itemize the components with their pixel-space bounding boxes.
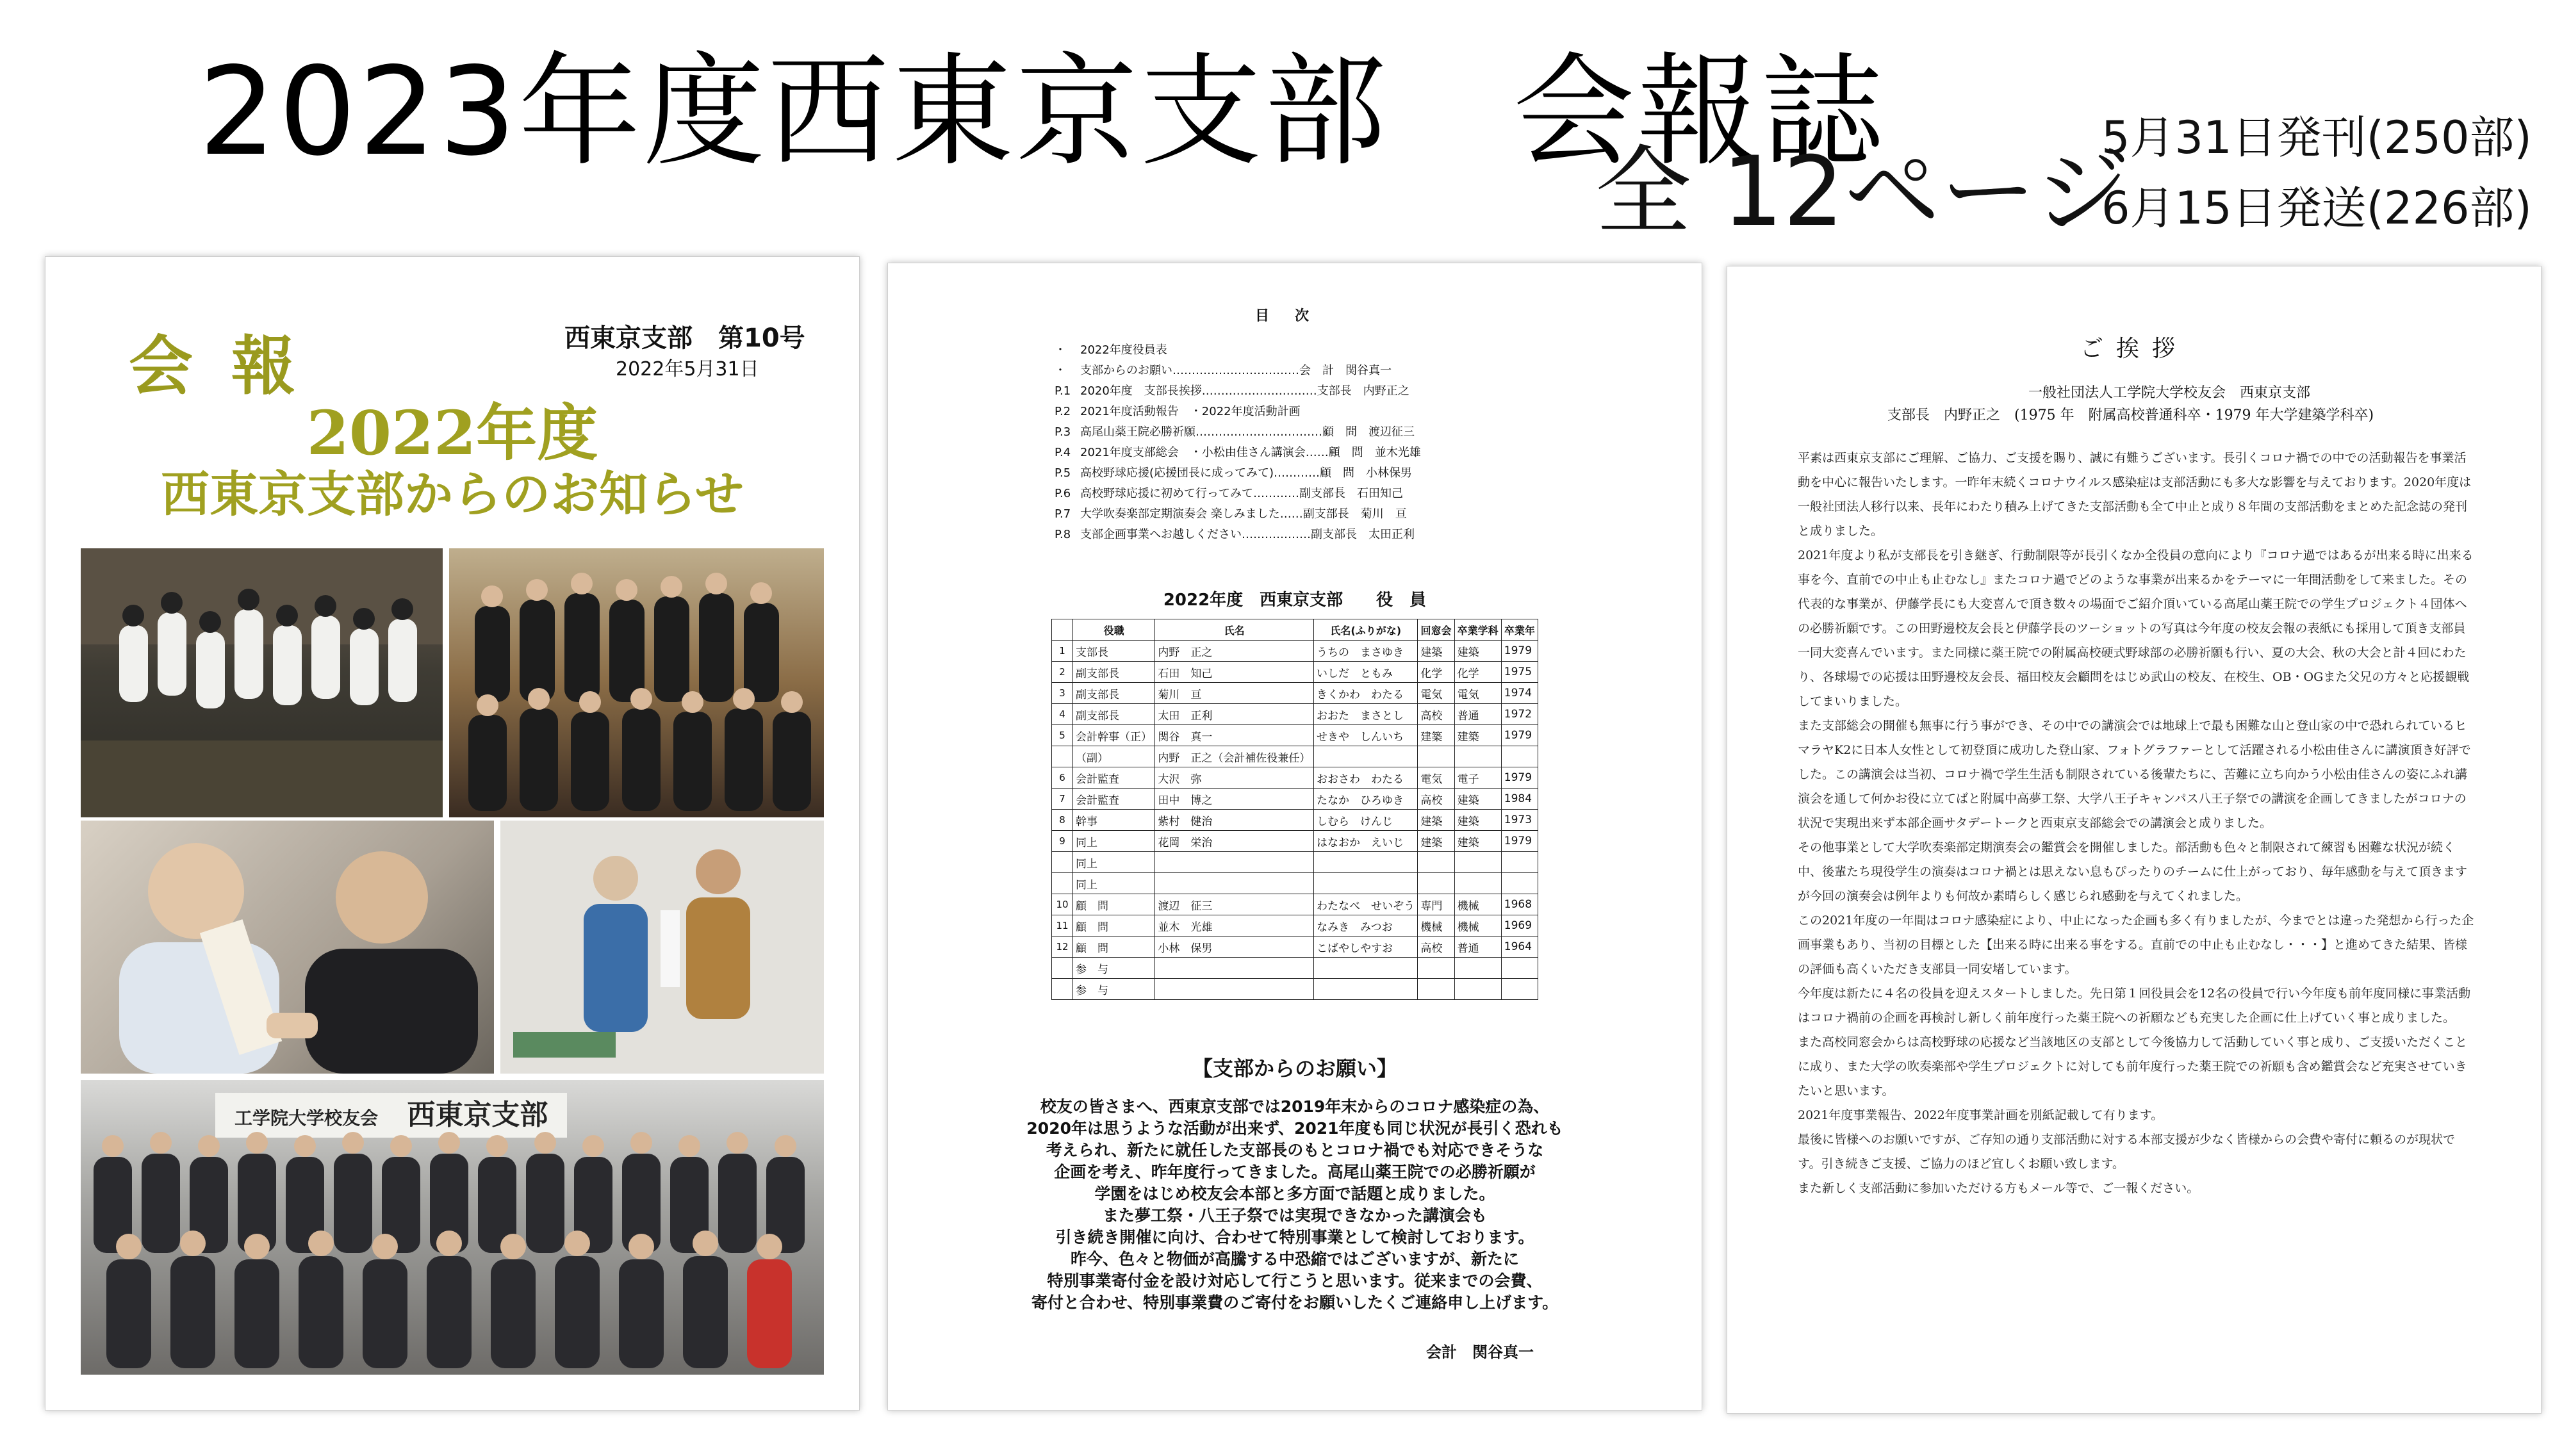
toc-item — [1055, 402, 1567, 422]
greeting-author: 支部長 内野正之 (1975 年 附属高校普通科卒・1979 年大学建築学科卒) — [1887, 407, 2374, 423]
officer-cell-dept: 建築 — [1454, 725, 1501, 746]
greeting-paragraph: また高校同窓会からは高校野球の応援など当該地区の支部として今後協力して活動していく事と成り、ご支援いただくことに成り、また大学の吹奏楽部や学生プロジェクトに対しても前年度行った薬王院での祈願も含め鑑賞会など充実させていきたいと思います。 — [1798, 1035, 2468, 1098]
officer-cell-role: 顧 問 — [1073, 915, 1155, 937]
officer-cell-kana: しむら けんじ — [1314, 810, 1418, 831]
officer-cell-role: 顧 問 — [1073, 894, 1155, 915]
officer-cell-no: 2 — [1052, 662, 1073, 683]
officer-cell-role: 参 与 — [1073, 958, 1155, 979]
page-title: 2023年度西東京支部 会報誌 — [199, 41, 1886, 183]
officer-cell-name: 並木 光雄 — [1155, 915, 1314, 937]
officer-cell-alumni: 電気 — [1418, 683, 1454, 704]
officer-cell-kana — [1314, 873, 1418, 894]
officer-cell-kana: なみき みつお — [1314, 915, 1418, 937]
greeting-paragraph: 2021年度事業報告、2022年度事業計画を別紙記載して有ります。 — [1798, 1108, 2164, 1122]
officers-title: 2022年度 西東京支部 役 員 — [1163, 591, 1427, 610]
toc-item — [1055, 422, 1567, 443]
officer-cell-name — [1155, 852, 1314, 873]
request-line: 寄付と合わせ、特別事業費のご寄付をお願いしたくご連絡申し上げます。 — [1031, 1293, 1559, 1312]
officers-table — [1051, 619, 1538, 1000]
officer-cell-role: 同上 — [1073, 873, 1155, 894]
greeting-paragraph: その他事業として大学吹奏楽部定期演奏会の鑑賞会を開催しました。部活動も色々と制限されて練習も困難な状況が続く中、後輩たち現役学生の演奏はコロナ禍とは思えない息もぴったりのチームに仕上がっており、毎年感動を与えて頂きますが今回の演奏会は例年よりも何故か素晴らしく感じられ感動を与えてくれました。 — [1798, 840, 2468, 903]
two-men-handshake-illustration — [81, 821, 494, 1074]
cover-kaiho: 会報 — [129, 328, 334, 404]
officer-cell-kana: はなおか えいじ — [1314, 831, 1418, 852]
officer-cell-year: 1973 — [1501, 810, 1538, 831]
officer-cell-role: 会計幹事（正） — [1073, 725, 1155, 746]
officer-cell-year: 1979 — [1501, 831, 1538, 852]
greeting-paragraph: 2021年度より私が支部長を引き継ぎ、行動制限等が長引くなか全役員の意向により『コロナ過ではあるが出来る時に出来る事を今、直前での中止も止むなし』またコロナ過でどのような事業が出来るかをテーマに一年間活動をして来ました。その代表的な事業が、伊藤学長にも大変喜んで頂き数々の場面でご紹介頂いている高尾山薬王院での学生プロジェクト４団体への必勝祈願です。この田野邊校友会長と伊藤学長のツーショットの写真は今年度の校友会報の表紙にも採用して頂き支部員一同大変喜んでいます。また同様に薬王院での附属高校硬式野球部の必勝祈願も行い、夏の大会、秋の大会と計４回にわたり、各球場での応援は田野邊校友会長、福田校友会顧問をはじめ武山の校友、在校生、OB・OGまた父兄の方々と応援観戦してまいりました。 — [1798, 548, 2474, 708]
officer-cell-name — [1155, 958, 1314, 979]
officer-cell-dept: 建築 — [1454, 789, 1501, 810]
page-count: 全 12ページ — [1595, 136, 2131, 248]
greeting-paragraph: この2021年度の一年間はコロナ感染症により、中止になった企画も多く有りましたが、今までとは違った発想から行った企画事業もあり、当初の目標とした【出来る時に出来る事をする。直前での中止も止むなし・・・】と進めてきた結果、皆様の評価も高くいただき支部員一同安堵しています。 — [1798, 913, 2474, 976]
request-line: 考えられ、新たに就任した支部長のもとコロナ禍でも対応できそうな — [1046, 1141, 1544, 1159]
officer-cell-role: 同上 — [1073, 852, 1155, 873]
officer-cell-role: 参 与 — [1073, 979, 1155, 1000]
officer-cell-no: 8 — [1052, 810, 1073, 831]
request-line: また夢工祭・八王子祭では実現できなかった講演会も — [1102, 1206, 1487, 1225]
officer-cell-dept: 化学 — [1454, 662, 1501, 683]
lecture-photo — [500, 821, 824, 1074]
officer-cell-no — [1052, 873, 1073, 894]
table-row — [1052, 979, 1538, 1000]
toc-item-text: 高校野球応援(応援団長に成ってみて)…………顧 問 小林保男 — [1080, 466, 1413, 480]
officer-cell-name: 石田 知己 — [1155, 662, 1314, 683]
officer-cell-alumni: 建築 — [1418, 725, 1454, 746]
officer-cell-role: 副支部長 — [1073, 683, 1155, 704]
request-line: 2020年は思うような活動が出来ず、2021年度も同じ状況が長引く恐れも — [1026, 1119, 1563, 1138]
toc-item-text: 高校野球応援に初めて行ってみて…………副支部長 石田知己 — [1080, 487, 1403, 500]
officer-cell-name: 花岡 栄治 — [1155, 831, 1314, 852]
request-line: 校友の皆さまへ、西東京支部では2019年末からのコロナ感染症の為、 — [1040, 1097, 1550, 1116]
officer-cell-alumni: 電気 — [1418, 767, 1454, 789]
officer-cell-alumni: 建築 — [1418, 831, 1454, 852]
request-title: 【支部からのお願い】 — [1192, 1056, 1397, 1081]
officer-cell-dept: 建築 — [1454, 810, 1501, 831]
table-row — [1052, 662, 1538, 683]
officer-cell-alumni: 高校 — [1418, 704, 1454, 725]
officer-cell-role: 会計監査 — [1073, 789, 1155, 810]
officer-cell-dept: 建築 — [1454, 831, 1501, 852]
cover-date: 2022年5月31日 — [616, 358, 759, 380]
officer-cell-no — [1052, 958, 1073, 979]
officer-cell-year: 1974 — [1501, 683, 1538, 704]
officer-cell-name: 菊川 亘 — [1155, 683, 1314, 704]
table-row — [1052, 894, 1538, 915]
table-row — [1052, 683, 1538, 704]
issue-date: 5月31日発刊(250部) — [2101, 111, 2532, 164]
officer-cell-role: 副支部長 — [1073, 704, 1155, 725]
officer-cell-role: 同上 — [1073, 831, 1155, 852]
toc-item-text: 2021年度活動報告 ・2022年度活動計画 — [1080, 405, 1301, 418]
officer-cell-year: 1964 — [1501, 937, 1538, 958]
officer-cell-name: 渡辺 征三 — [1155, 894, 1314, 915]
header-cell: 卒業年 — [1501, 619, 1538, 641]
officer-cell-dept — [1454, 746, 1501, 767]
request-body — [1000, 1096, 1589, 1314]
officer-cell-kana: おおた まさとし — [1314, 704, 1418, 725]
officer-cell-no: 7 — [1052, 789, 1073, 810]
officer-cell-alumni — [1418, 852, 1454, 873]
officer-cell-no: 12 — [1052, 937, 1073, 958]
officer-cell-no: 9 — [1052, 831, 1073, 852]
greeting-body — [1798, 446, 2477, 1200]
greeting-paragraph: また支部総会の開催も無事に行う事ができ、その中での講演会では地球上で最も困難な山と登山家の中で恐れられているヒマラヤK2に日本人女性として初登頂に成功した登山家、フォトグラファーとして活躍される小松由佳さんに講演頂き好評でした。この講演会は当初、コロナ禍で学生生活も制限されている後輩たちに、苦難に立ち向かう小松由佳さんの姿にふれ講演会を通して何かお役に立てばと附属中高夢工祭、大学八王子キャンパス八王子祭での講演を企画してきましたがコロナの状況で実現出来ず本部企画サタデートークと西東京支部総会での講演会と成りました。 — [1798, 719, 2471, 830]
header-cell: 氏名(ふりがな) — [1314, 619, 1418, 641]
officer-cell-kana — [1314, 852, 1418, 873]
officer-cell-no — [1052, 979, 1073, 1000]
officer-cell-kana: きくかわ わたる — [1314, 683, 1418, 704]
header-cell-no — [1052, 619, 1073, 641]
greeting-title: ご挨拶 — [2080, 336, 2188, 362]
table-row — [1052, 725, 1538, 746]
toc-item-text: 2020年度 支部長挨拶…………………………支部長 内野正之 — [1080, 384, 1409, 398]
toc-item-page: P.6 — [1055, 487, 1071, 500]
greeting-paragraph: 今年度は新たに４名の役員を迎えスタートしました。先日第１回役員会を12名の役員で行い今年度も前年度同様に事業活動はコロナ禍前の企画を再検討し新しく前年度行った薬王院への祈願なども充実した企画に仕上げていく事と成りました。 — [1798, 986, 2471, 1025]
table-row — [1052, 810, 1538, 831]
baseball-players-illustration — [81, 548, 443, 817]
toc-title: 目次 — [1254, 308, 1335, 324]
officer-cell-alumni: 専門 — [1418, 894, 1454, 915]
officer-cell-name: 大沢 弥 — [1155, 767, 1314, 789]
officer-cell-year: 1968 — [1501, 894, 1538, 915]
officer-cell-year: 1979 — [1501, 767, 1538, 789]
officer-cell-dept: 電気 — [1454, 683, 1501, 704]
contents-page — [887, 263, 1702, 1411]
officer-cell-kana — [1314, 746, 1418, 767]
two-people-standing-illustration — [500, 821, 824, 1074]
toc-item-page: P.5 — [1055, 466, 1071, 480]
group-people-illustration — [449, 548, 824, 817]
officer-cell-kana: こばやしやすお — [1314, 937, 1418, 958]
table-row — [1052, 831, 1538, 852]
officer-cell-role: 会計監査 — [1073, 767, 1155, 789]
toc-item — [1055, 443, 1567, 463]
toc-item-text: 2021年度支部総会 ・小松由佳さん講演会……顧 問 並木光雄 — [1080, 446, 1421, 459]
officer-cell-dept: 普通 — [1454, 937, 1501, 958]
officer-cell-dept — [1454, 852, 1501, 873]
officer-cell-role: 支部長 — [1073, 641, 1155, 662]
toc-item — [1055, 381, 1567, 402]
request-line: 特別事業寄付金を設け対応して行こうと思います。従来までの会費、 — [1047, 1272, 1543, 1290]
toc-item-text: 支部企画事業へお越しください………………副支部長 太田正利 — [1080, 528, 1415, 541]
group-photo-temple — [449, 548, 824, 817]
photo-banner-small-text: 工学院大学校友会 — [234, 1108, 379, 1129]
officer-cell-dept — [1454, 873, 1501, 894]
officer-cell-no — [1052, 852, 1073, 873]
officers-header-row — [1052, 619, 1538, 641]
handshake-photo — [81, 821, 494, 1074]
officer-cell-alumni: 建築 — [1418, 810, 1454, 831]
officer-cell-year: 1979 — [1501, 641, 1538, 662]
request-line: 引き続き開催に向け、合わせて特別事業として検討しております。 — [1055, 1228, 1534, 1247]
request-line: 企画を考え、昨年度行ってきました。高尾山薬王院での必勝祈願が — [1054, 1163, 1536, 1181]
ship-date: 6月15日発送(226部) — [2101, 182, 2532, 234]
officer-cell-year — [1501, 873, 1538, 894]
officer-cell-name: 関谷 真一 — [1155, 725, 1314, 746]
header-cell: 卒業学科 — [1454, 619, 1501, 641]
toc-item-page: P.4 — [1055, 446, 1071, 459]
officer-cell-kana: わたなべ せいぞう — [1314, 894, 1418, 915]
officer-cell-alumni — [1418, 958, 1454, 979]
officer-cell-no: 5 — [1052, 725, 1073, 746]
officer-cell-role: 副支部長 — [1073, 662, 1155, 683]
toc-item-page: P.8 — [1055, 528, 1071, 541]
cover-subtitle: 西東京支部からのお知らせ — [161, 466, 744, 523]
publication-info — [2101, 102, 2532, 243]
officer-cell-year — [1501, 958, 1538, 979]
officer-cell-alumni — [1418, 979, 1454, 1000]
officer-cell-year: 1975 — [1501, 662, 1538, 683]
header-cell: 氏名 — [1155, 619, 1314, 641]
officer-cell-dept: 機械 — [1454, 915, 1501, 937]
officer-cell-kana: おおさわ わたる — [1314, 767, 1418, 789]
table-row — [1052, 767, 1538, 789]
officer-cell-no: 1 — [1052, 641, 1073, 662]
officer-cell-name: 田中 博之 — [1155, 789, 1314, 810]
officer-cell-role: （副） — [1073, 746, 1155, 767]
photo-banner-text: 西東京支部 — [407, 1099, 548, 1131]
toc-item-text: 高尾山薬王院必勝祈願……………………………顧 問 渡辺征三 — [1080, 425, 1415, 439]
officer-cell-alumni: 化学 — [1418, 662, 1454, 683]
toc-item-page: ・ — [1055, 343, 1066, 357]
table-row — [1052, 641, 1538, 662]
greeting-paragraph: 平素は西東京支部にご理解、ご協力、ご支援を賜り、誠に有難うございます。長引くコロナ禍での中での活動報告を事業活動を中心に報告いたします。一昨年末続くコロナウイルス感染症は支部活動にも多大な影響を与えております。2020年度は一般社団法人移行以来、長年にわたり積み上げてきた支部活動も全て中止と成り８年間の支部活動をまとめた記念誌の発刊と成りました。 — [1798, 451, 2472, 538]
officer-cell-name — [1155, 979, 1314, 1000]
cover-year-title: 2022年度 — [306, 398, 598, 469]
officer-cell-dept: 普通 — [1454, 704, 1501, 725]
officer-cell-no: 3 — [1052, 683, 1073, 704]
table-row — [1052, 873, 1538, 894]
officer-cell-kana — [1314, 958, 1418, 979]
toc-item — [1055, 504, 1567, 525]
greeting-organization: 一般社団法人工学院大学校友会 西東京支部 — [2028, 385, 2311, 401]
greeting-paragraph: 最後に皆様へのお願いですが、ご存知の通り支部活動に対する本部支援が少なく皆様からの会費や寄付に頼るのが現状です。引き続きご支援、ご協力のほど宜しくお願い致します。 — [1798, 1133, 2456, 1171]
officer-cell-alumni: 機械 — [1418, 915, 1454, 937]
officer-cell-name — [1155, 873, 1314, 894]
officer-cell-name: 内野 正之 — [1155, 641, 1314, 662]
toc-item-page: P.3 — [1055, 425, 1071, 439]
officer-cell-year — [1501, 979, 1538, 1000]
officer-cell-alumni — [1418, 873, 1454, 894]
cover-branch-number: 西東京支部 第10号 — [564, 323, 805, 353]
officer-cell-role: 幹事 — [1073, 810, 1155, 831]
greeting-page — [1727, 266, 2542, 1414]
officer-cell-name: 小林 保男 — [1155, 937, 1314, 958]
officer-cell-alumni: 建築 — [1418, 641, 1454, 662]
meeting-attendees-illustration — [81, 1080, 824, 1375]
officer-cell-alumni — [1418, 746, 1454, 767]
officer-cell-kana: せきや しんいち — [1314, 725, 1418, 746]
toc-item-page: ・ — [1055, 364, 1066, 377]
toc-item-page: P.2 — [1055, 405, 1071, 418]
toc-item-text: 大学吹奏楽部定期演奏会 楽しみました……副支部長 菊川 亘 — [1080, 507, 1407, 521]
toc-item — [1055, 525, 1567, 545]
toc-item — [1055, 484, 1567, 504]
table-row — [1052, 852, 1538, 873]
officer-cell-kana — [1314, 979, 1418, 1000]
table-of-contents — [1055, 340, 1567, 545]
officer-cell-no: 4 — [1052, 704, 1073, 725]
header-cell: 役職 — [1073, 619, 1155, 641]
officer-cell-year — [1501, 852, 1538, 873]
officer-cell-kana: たなか ひろゆき — [1314, 789, 1418, 810]
toc-item-page: P.1 — [1055, 384, 1071, 398]
officer-cell-no: 10 — [1052, 894, 1073, 915]
officer-cell-name: 内野 正之（会計補佐役兼任） — [1155, 746, 1314, 767]
table-row — [1052, 789, 1538, 810]
general-meeting-group-photo — [81, 1080, 824, 1375]
table-row — [1052, 746, 1538, 767]
baseball-team-photo — [81, 548, 443, 817]
officer-cell-name: 太田 正利 — [1155, 704, 1314, 725]
officer-cell-dept: 電子 — [1454, 767, 1501, 789]
officer-cell-role: 顧 問 — [1073, 937, 1155, 958]
officer-cell-alumni: 高校 — [1418, 789, 1454, 810]
officer-cell-dept — [1454, 958, 1501, 979]
toc-item — [1055, 340, 1567, 361]
officer-cell-alumni: 高校 — [1418, 937, 1454, 958]
toc-item-page: P.7 — [1055, 507, 1071, 521]
table-row — [1052, 958, 1538, 979]
officer-cell-no: 11 — [1052, 915, 1073, 937]
officer-cell-dept: 機械 — [1454, 894, 1501, 915]
toc-item-text: 2022年度役員表 — [1080, 343, 1167, 357]
officer-cell-year: 1969 — [1501, 915, 1538, 937]
toc-item — [1055, 361, 1567, 381]
toc-item-text: 支部からのお願い……………………………会 計 関谷真一 — [1080, 364, 1392, 377]
officer-cell-year: 1972 — [1501, 704, 1538, 725]
officer-cell-kana: うちの まさゆき — [1314, 641, 1418, 662]
officer-cell-year: 1979 — [1501, 725, 1538, 746]
officer-cell-kana: いしだ ともみ — [1314, 662, 1418, 683]
table-row — [1052, 915, 1538, 937]
greeting-paragraph: また新しく支部活動に参加いただける方もメール等で、ご一報ください。 — [1798, 1181, 2199, 1195]
toc-item — [1055, 463, 1567, 484]
request-signature: 会計 関谷真一 — [1426, 1343, 1534, 1361]
table-row — [1052, 937, 1538, 958]
officer-cell-no: 6 — [1052, 767, 1073, 789]
header-cell: 回窓会 — [1418, 619, 1454, 641]
officer-cell-year: 1984 — [1501, 789, 1538, 810]
officer-cell-name: 紫村 健治 — [1155, 810, 1314, 831]
request-line: 昨今、色々と物価が高騰する中恐縮ではございますが、新たに — [1070, 1250, 1519, 1268]
request-line: 学園をはじめ校友会本部と多方面で話題と成りました。 — [1094, 1184, 1495, 1203]
officer-cell-dept: 建築 — [1454, 641, 1501, 662]
officer-cell-year — [1501, 746, 1538, 767]
officer-cell-no — [1052, 746, 1073, 767]
cover-page — [45, 256, 860, 1411]
officer-cell-dept — [1454, 979, 1501, 1000]
table-row — [1052, 704, 1538, 725]
